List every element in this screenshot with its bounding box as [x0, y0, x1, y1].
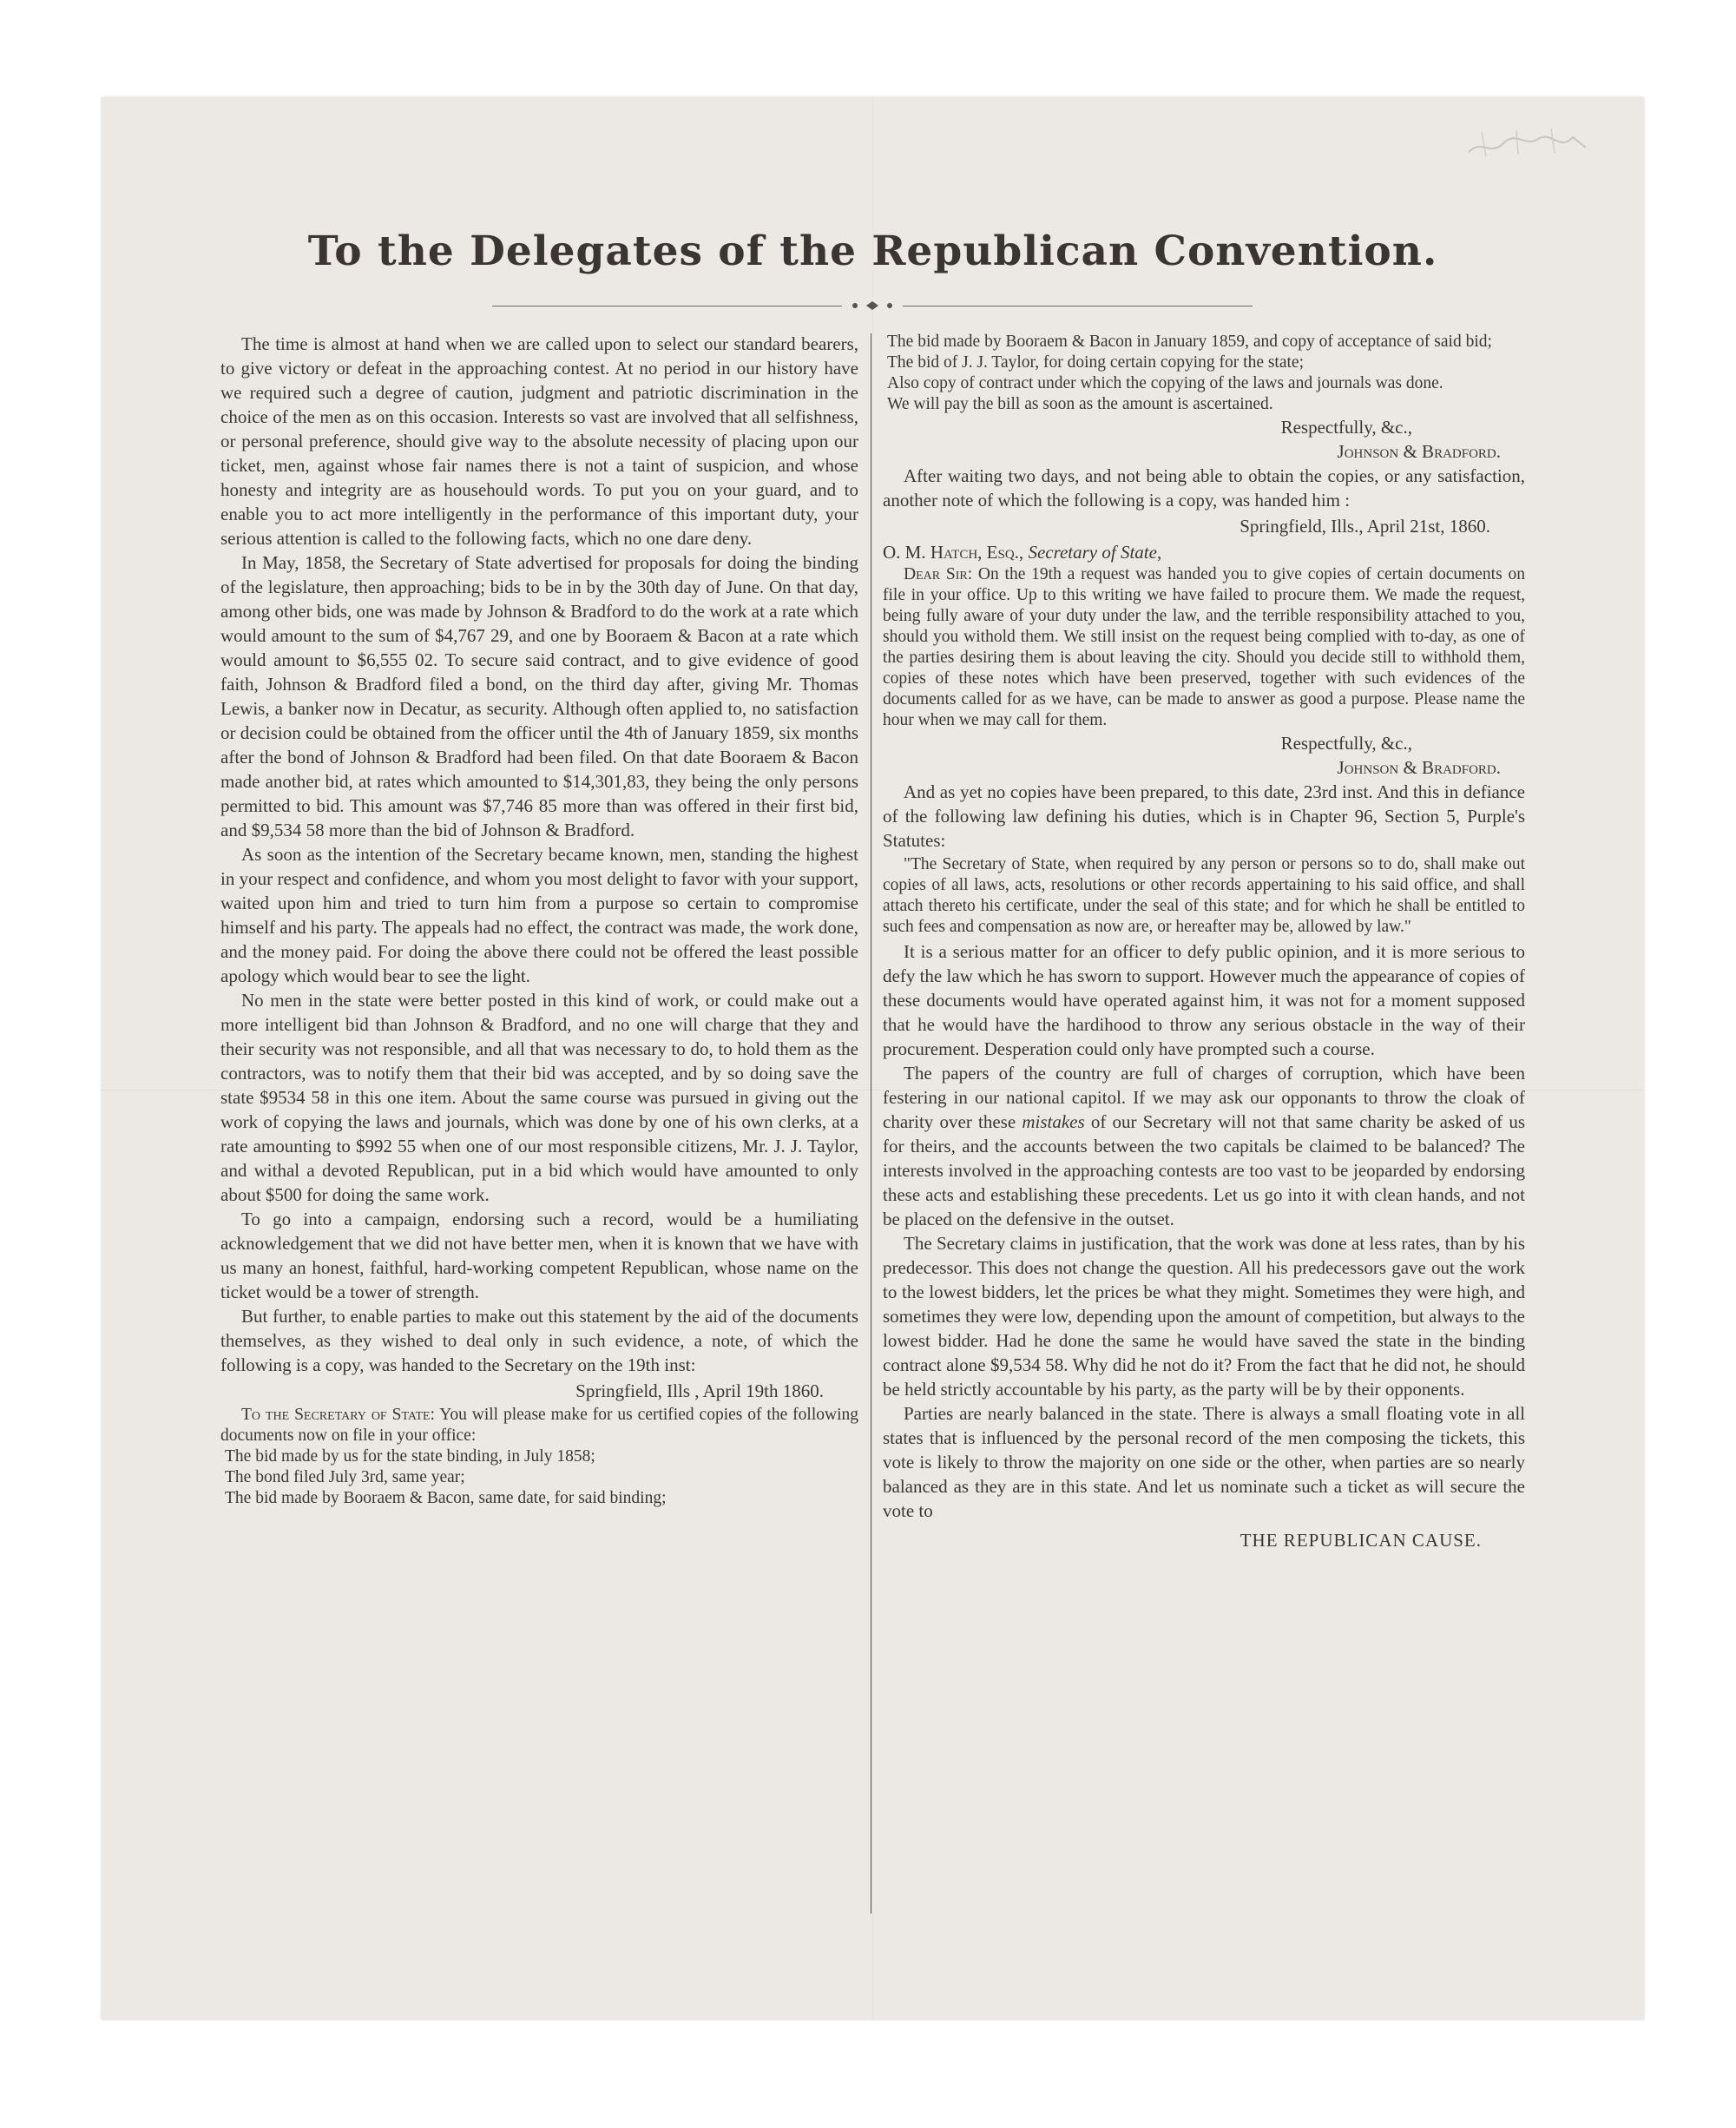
- paragraph: And as yet no copies have been prepared, to this date, 23rd inst. And this in defiance of the following law defining his duties, which is in Chapter 96, Section 5, Purple's Statutes:: [883, 781, 1525, 851]
- paragraph: It is a serious matter for an officer to defy public opinion, and it is more serious to defy the law which he has sworn to support. However much the appearance of copies of these documents would have operated against him, it was not for a moment supposed that he would have the hardihood to throw any serious obstacle in the way of their procurement. Desperation could only have prompted such a course.: [883, 941, 1525, 1059]
- addressee-name: O. M. Hatch, Esq.,: [883, 542, 1024, 563]
- list-item: The bid made by us for the state binding, in July 1858;: [225, 1447, 595, 1466]
- signature-closing: Respectfully, &c.,: [1280, 733, 1412, 754]
- signature-name: Johnson & Bradford.: [1337, 757, 1501, 778]
- letter-text: On the 19th a request was handed you to give copies of certain documents on file in your office. Up to this writing we have failed to procure them. We made the request, being fully aware of your duty under the law, and the terrible responsibility attached to you, should you withold them. We still insist on the request being complied with to-day, as one of the parties desiring them is about leaving the city. Should you decide still to withhold them, copies of these notes which have been preserved, together with such evidences of the documents called for as we have, can be made to answer as good a purpose. Please name the hour when we may call for them.: [883, 565, 1525, 729]
- letter-salutation: To the Secretary of State:: [241, 1406, 435, 1424]
- paragraph: No men in the state were better posted in this kind of work, or could make out a more intelligent bid than Johnson & Bradford, and no one will charge that they and their security was not responsible, and all that was necessary to do, to hold them as the contractors, was to notify them that their bid was accepted, and by so doing save the state $9534 58 in this one item. About the same course was pursued in giving out the work of copying the laws and journals, which was done by one of his own clerks, at a rate amounting to $992 55 when one of our most responsible citizens, Mr. J. J. Taylor, and withal a devoted Republican, put in a bid which would have amounted to only about $500 for doing the same work.: [220, 990, 858, 1205]
- text-run: of our Secretary will not that same charity be asked of us for theirs, and the accounts between the two capitals be claimed to be balanced? The interests involved in the approaching contests are too vast to be jeoparded by endorsing these acts and establishing these precedents. Let us go into it with clean hands, and not be placed on the defensive in the outset.: [883, 1111, 1525, 1229]
- letter-salutation: Dear Sir:: [904, 565, 973, 583]
- paragraph: [883, 1061, 1525, 1231]
- ornament-icon: [842, 297, 903, 314]
- list-item: We will pay the bill as soon as the amount is ascertained.: [887, 395, 1273, 413]
- paragraph: In May, 1858, the Secretary of State advertised for proposals for doing the binding of the legislature, then approaching; bids to be in by the 30th day of June. On that day, among other bids, one was made by Johnson & Bradford to do the work at a rate which would amount to the sum of $4,767 29, and one by Booraem & Bacon at a rate which would amount to $6,555 02. To secure said contract, and to give evidence of good faith, Johnson & Bradford filed a bond, on the third day after, giving Mr. Thomas Lewis, a banker now in Decatur, as security. Although often applied to, no satisfaction or decision could be obtained from the officer until the 4th of January 1859, six months after the bond of Johnson & Bradford had been filed. On that date Booraem & Bacon made another bid, at rates which amounted to $14,301,83, they being the only persons permitted to bid. This amount was $7,746 85 more than was offered in their first bid, and $9,534 58 more than the bid of Johnson & Bradford.: [220, 552, 858, 840]
- letter-place-date: Springfield, Ills., April 21st, 1860.: [1240, 516, 1490, 537]
- list-item: The bond filed July 3rd, same year;: [225, 1468, 465, 1486]
- addressee-title: Secretary of State,: [1023, 542, 1162, 563]
- broadside-sheet: [102, 97, 1644, 2019]
- pencil-notation: [1464, 122, 1595, 165]
- text-run: The papers of the country are full of charges of corruption, which have been festering in our national capitol. If we may ask our opponants to throw the cloak of charity over these: [883, 1063, 1525, 1132]
- statute-quote: "The Secretary of State, when required by any person or persons so to do, shall make out copies of all laws, acts, resolutions or other records appertaining to his said office, and shall attach thereto his certificate, under the seal of this state; and for which he shall be entitled to such fees and compensation as now are, or hereafter may be, allowed by law.": [883, 855, 1525, 936]
- signature-name: Johnson & Bradford.: [1337, 441, 1501, 462]
- list-item: Also copy of contract under which the copying of the laws and journals was done.: [887, 374, 1443, 392]
- right-column: [883, 332, 1525, 1552]
- closing-signature: THE REPUBLICAN CAUSE.: [1240, 1530, 1482, 1551]
- list-item: The bid of J. J. Taylor, for doing certain copying for the state;: [887, 353, 1304, 372]
- paragraph: To go into a campaign, endorsing such a record, would be a humiliating acknowledgement that we did not have better men, when it is known that we have with us many an honest, faithful, hard-working competent Republican, whose name on the ticket would be a tower of strength.: [220, 1209, 858, 1302]
- letter-body: [220, 1405, 858, 1446]
- emphasis-text: mistakes: [1022, 1111, 1085, 1132]
- paragraph: Parties are nearly balanced in the state. There is always a small floating vote in all states that is influenced by the personal record of the men composing the tickets, this vote is likely to throw the majority on one side or the other, when parties are so nearly balanced as they are in this state. And let us nominate such a ticket as will secure the vote to: [883, 1403, 1525, 1521]
- letter-body: [883, 564, 1525, 731]
- left-column: [220, 332, 858, 1509]
- list-item: The bid made by Booraem & Bacon, same date, for said binding;: [225, 1489, 667, 1507]
- letter-place-date: Springfield, Ills , April 19th 1860.: [575, 1380, 824, 1401]
- paragraph: The time is almost at hand when we are called upon to select our standard bearers, to give victory or defeat in the approaching contest. At no period in our history have we required such a degree of caution, judgment and patriotic discrimination in the choice of the men as on this occasion. Interests so vast are involved that all selfishness, or personal preference, should give way to the absolute necessity of placing upon our ticket, men, against whose fair names there is not a taint of suspicion, and whose honesty and integrity are as househould words. To put you on your guard, and to enable you to act more intelligently in the performance of this important duty, your serious attention is called to the following facts, which no one dare deny.: [220, 333, 858, 549]
- paragraph: But further, to enable parties to make out this statement by the aid of the documents themselves, as they wished to deal only in such evidence, a note, of which the following is a copy, was handed to the Secretary on the 19th inst:: [220, 1306, 858, 1375]
- list-item: The bid made by Booraem & Bacon in January 1859, and copy of acceptance of said bid;: [887, 333, 1492, 351]
- page-title: To the Delegates of the Republican Convention.: [307, 227, 1438, 275]
- letter-addressee: [883, 540, 1525, 564]
- paragraph: After waiting two days, and not being able to obtain the copies, or any satisfaction, another note of which the following is a copy, was handed him :: [883, 465, 1525, 511]
- fold-line-vertical: [872, 97, 873, 2019]
- paragraph: As soon as the intention of the Secretary became known, men, standing the highest in your respect and confidence, and whom you most delight to favor with your support, waited upon him and tried to turn him from a purpose so certain to compromise himself and his party. The appeals had no effect, the contract was made, the work done, and the money paid. For doing the above there could not be offered the least possible apology which would bear to see the light.: [220, 844, 858, 986]
- letter-text: You will please make for us certified copies of the following documents now on file in your office:: [220, 1406, 858, 1445]
- paragraph: The Secretary claims in justification, that the work was done at less rates, than by his predecessor. This does not change the question. All his predecessors gave out the work to the lowest bidders, let the prices be what they might. Sometimes they were high, and sometimes they were low, depending upon the amount of competition, but always to the lowest bidder. Had he done the same he would have saved the state in the binding contract alone $9,534 58. Why did he not do it? From the fact that he did not, he should be held strictly accountable by his party, as the party will be by their opponents.: [883, 1233, 1525, 1400]
- signature-closing: Respectfully, &c.,: [1280, 417, 1412, 438]
